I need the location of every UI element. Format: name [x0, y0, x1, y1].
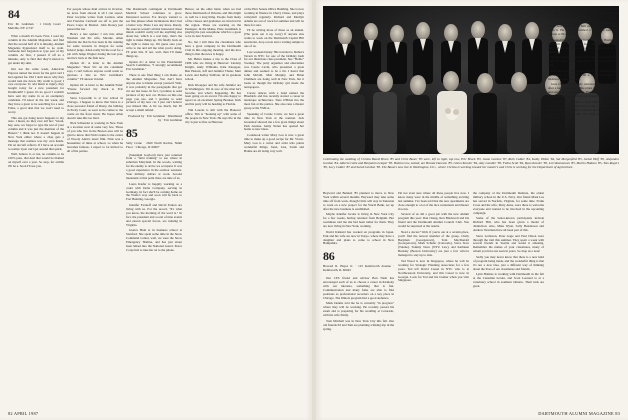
paragraph: Carole dances with a band named the Bluebirds and has recently started a career in landscape architecture. Tiare O'Brien has the most fun at the parties. She also runs a theater group at the YMCA.	[244, 90, 304, 111]
paragraph: Lynn Holmes is working with Dartmouth in the fall at the Canadian border, and Scott Leonard is at a veterinary school in southern Ontario. Their kids are great.	[473, 272, 544, 289]
paragraph: Before, on the other hand, when we had those Dartmouth of Orleans, and this might as well be a long thing. People from many of the classes and graduates are involved in the region. These are working on the Pentagon. In the Maine, Elsie Lundmark is playing the jazz saxophone which is a great to be in Jazz Festival.	[185, 8, 241, 39]
left-col-3	[126, 8, 182, 404]
class-secretary-address: Eric M. Grubman · 1 Cindy Court · Melville, NY 11747	[8, 22, 64, 30]
paragraph: (Susannah Gaylord) have just returned from a "field training" to see where in suburban Maryland. In the woods, waiting for the enemy to arrive we occupied. It was a good experience in the outdoor sessions. Your military dollars at work. Second lieutenant at this point there are nine of us.	[126, 152, 182, 181]
paragraph: Speaking of Carole Cavin, we had a great time in New York at the reunion. Jack Greenleaf showed me a few great things about Park Avenue. Jenny Nolan has opened her home to new ideas.	[244, 111, 304, 132]
paragraph: Option #2: A letter to the Alumni Fund: "Please forward my check to Eric Grubman."	[67, 82, 123, 95]
left-col-5	[244, 8, 304, 404]
right-col-4	[548, 8, 619, 404]
paragraph: Sadly you may never know that there is a new kind of program being made, and the wonderful thing is that it's not a new idea, just a different way of thinking about the lives of our classmates and friends.	[473, 254, 544, 271]
paragraph: Cookbook writer Mary Lou is now a great time to make up a good recipe for Mr. Vlasic. Mary Lou is a writer and artist who paints wonderful things. Janet, Lisa, Sarah and Hanna are all doing very well.	[244, 133, 304, 153]
paragraph: Need a doctor? Well, if you're out at a certain place, you'll find the newest member of the group, Cindy Bergman (Georgetown), Tom MacDonald (Georgetown), Mark Schuler (Colorado), Steve Staw (Tulane), Tommy Terzo (NYU Law), and Kathleen Buckley (Boston University) are just a few who've managed to stay up to date.	[398, 229, 469, 258]
signoff: Produced by · Eric Grubman · Distributed by · Eric Grubman	[128, 113, 182, 122]
paragraph: Laura Kiefer is happily working as a cadet with Delta Company, serving in Germany. In fact she'll be coming home on the Wolfe's way and soon will be back to Fort Benning, Georgia.	[126, 181, 182, 202]
paragraph: Tom Mitchell was in New York City this fall. Our old friends Ed and Tom are planning a hiking trip in the spring.	[323, 318, 394, 331]
paragraph: So Jenny has become a New Hampshire resident, and she and her husband plan to buy a house there. To no one's surprise, Jenny is already the head of the local ski club, the Dartmouth '86 Club, and loves every minute of it.	[548, 99, 619, 120]
paragraph: No, but I still miss the classmates who have a great company in the Dartmouth Club in this ongoing meeting, and the nice thing is that the news is happy.	[185, 40, 241, 56]
paragraph: Jessica Hunt is in business school at Stanford. She spent some time in the Snow Command Center, well, we were the Snow Emergency Hotline, and has just about been talked into the National Guard. Peace Corps had to take her on to the phone.	[126, 228, 182, 252]
photo-caption: Celebrating the wedding of Christa Beard Bruce '85 and Chris Bauer '85 were, left to right, top row, Eric Brock '83, Jason Gordon '87, Ruth Calder '84, Kathy Tilden '84, Sai Morgenfeld '85, Jackie Huff '85, Alejandro Gordon '84, Alberto Caliz and Benjamin Lemper '85. Bottom row, seated, are Brooke Dawson '85, Glenn Kessler '84, Amy Gendler '85, Fedra Scott '84, Ryan Kessler '85, Lori Rasmussen '85, Martin Hudson '85, Tom Rogers '85, Lucy Calder '87 and Sarah Gordon '85. The Bauers now live in Washington, D.C., where Christa is working toward her master's and Chris is working for the Department of Agriculture.	[323, 157, 619, 170]
class-number-84: 84	[8, 8, 20, 21]
paragraph: Mr. Heller makes a trip to the Class of 1986 who are living in Hanover: Lindsay Knight, Andy Williams, Kirk Kloepper, Ben Hazard, Jeff and Jennifer Thaler, Matt Lewis and Kelley Sullivan, all in graduate school.	[185, 57, 241, 81]
paragraph: Jennifer Evanoff and David Fenton are living with us. For the record, "It's what you know, the morning of the word is." In fact, the president and a total of nine events and eleven special forces, are training in Virginia.	[126, 203, 182, 227]
class-secretary-address: Howard R. Hayes Jr. · 125 Kenilworth Avenue · Kenilworth, IL 60043	[323, 264, 394, 273]
paragraph: Option #1: A letter to the Alumni Magazine: "Dear Sir: As the columnist says, I can't believe anyone could resist so glorious a title as 'Eric Grubman's column.'" I'll answer in kind.	[67, 61, 123, 81]
paragraph: Here's a late update: I run into Allen Wasman and his wife, Maxine. Allen informs me that he has been in the running for some lawsuits in Oregon for some federal judge. Allen really hit the road for a job with Judge Wagner during the last year, and he's back at the firm now.	[67, 32, 123, 60]
paragraph: What a month it's been. First, I read my column in the Alumni Magazine, and find that the second half of it is missing. Alumni Magazine hypnotized itself to no avail. Someone had forgotten to type part of my column. At first, I paused if off as a mistake, only to find that they'd started to get under my skin.	[8, 33, 64, 66]
paragraph: Our CES friend and advisor Bart Nash has encouraged each of us to choose a career in harmony with our interests, something that is fun. Communication and many folks are able to find positions as professional recorders on a key place in Chicago. The Illinois program had a good audience.	[323, 276, 394, 300]
paragraph: Nick Schneider is working in New York at a location west of some very few. Those of you who live in the Boston area will be glad to know that Nick's name is the center of Woody Allen's latest film. Nick was a housemate of mine at school, so when he becomes famous, I expect to be invited to all of his parties.	[67, 121, 123, 153]
class-number-85: 85	[126, 125, 138, 140]
paragraph: Our use the same week, American Express turned me down for the gold card I had applied for. Did I don't know why they would turn me down. My credit is good; I owe everyone. To add insult to injury, they bought today for a new president for Dartmouth? I guess it's no good I couldn't have sent my name in as an exemplary candidate. I'll know in the last week, and they have a great to be searching for a new. Folks, a good deal that we won't need to worry.	[8, 66, 64, 114]
left-col-2	[67, 8, 123, 404]
paragraph: For people whose mail arrives in October, no news from abroad is all I can report. Peter Gwynne writes from London. Alan and Francine Cantwell are off to join the Peace Corps in Malawi. John Dorsey just passed the bar.	[67, 8, 123, 31]
paragraph: Tim Loucks is still with the Hanover office. Tim is "hooking up" with some of the people in New York. He says life in the city is just as fine as Hanover.	[185, 107, 241, 124]
paragraph: Last weekend many '86s traveled to Dulles's Tavern in NYC for one of the birthday bash for our illustrious class president, Sue "Hollie" Toomey. The party organizer and entertainer was Carole Cavin, who presented a great dinner and seemed to be a hit. I heard that John McGill, Matt Murphy, and Brian Chalmers are doing well in New York, but it looks as though the birthday girl made the newspapers.	[244, 49, 304, 89]
paragraph: Steve Lipscomb is at law school in Chicago. I happen to know that Steve is a close personal friend of Rusty, the bulldog in Pretty Court, as soon as he comes to the castle on the front street. He hopes Allen doesn't take this too hard.	[67, 96, 123, 120]
paragraph: Some of the better-known participants include Richard Hill, who has been given a medal of distinction. Also, Mike Wyatt, Sally Henderson and Andrew Newman have all been part of this.	[473, 216, 544, 232]
left-col-4	[185, 8, 241, 404]
paragraph: the company of the Dartmouth Institute, the oldest military school in the U.S. Navy. Our friend Mark Lee has served in Norfolk, Virginia, for some time. Frank Cross and his wife, Mary Anne, were there to welcome everyone and wanted to be involved in the upcoming campaign.	[473, 192, 544, 215]
right-col-3	[473, 192, 544, 404]
right-col-1	[323, 192, 394, 404]
paragraph: Several of us did a good job with the new alumni program this year: Dan Chang, Ron Blackwell and his friend and the Dartmouth Alumni Council Club. You would be surprised at the results.	[398, 212, 469, 229]
paragraph: Mark Dennis told me he is currently "in progress" where they will be working. He recently passed his exam and is preparing for his wedding at Colorado, with his wife Emily.	[323, 301, 394, 318]
paragraph: This one got doing never happens to my taste. I mean, do they ever tell her: "Oooh, hey, sure, we forgot to type the rest of your column and it was just the mention of the Buzzer." I think not. It doesn't happen in New York either where a chap gets a message that realizes was my own hands. I'm an aircraft reflects. If I have an account to realize I just can't get around that quick.	[8, 115, 64, 151]
paragraph: Kirk Kloepper and his wife Jennifer are in Washington. I'm in awe of the man he's become, and what's happening. He has been going on an award. I'm also happy to report as an excellent Spring Breaker. Kirk and his party will be heading to Florida.	[185, 82, 241, 107]
paragraph: There is one final thing I can blame on the Alumni Magazine. You don't have anyone else to blame except yourself. Wait, it was probably in the paragraphs that got cut out last issue. In fact, I promise to send pictures of my new car. Picture on this one page you use, and I promise to send pictures of my new car. I just can't believe you missed this. A bit too much, but I'll accept a small refund.	[126, 73, 182, 113]
class-secretary-address: Sally Crane · 2620 North Racine, Ninth Floor · Chicago, IL 60607	[126, 140, 182, 149]
paragraph: Kirk LeCompte has been busy in the Boston area. Kirk's new job has kept him away from home but he loves it. He recently finished a long bike tour from Boston to New Orleans.	[548, 20, 619, 37]
paragraph: Bob Lasalle has opened a new restaurant in Hanover, which is doing great. Give Bob a visit if you're in the area.	[548, 55, 619, 68]
paragraph: David Kinkaid has worked on programs in Japan. Erik and his wife are now in Tokyo, where they have a daughter and plans to come to school in New Hampshire.	[323, 229, 394, 246]
paragraph: The Dartmouth contingent at Dartmouth Medical School continues to grow. Interested sources I've always wanted to see fine phases when inclinations that I had a better way. There I see any more. Rarely, the sources weren't all that interested; these minds couldn't really tell me anything else about her, which is a real help, that's the right to make things up. I'm finally back on the right to make up. I'm guess sure your write to me and tell me what you're doing. I'll print this. If not, well, then I'll make things up.	[126, 8, 182, 58]
paragraph: Davis as President. If you live in New York City, Kevin Davis is now working for Bear Stearns. He works long hours but seems to enjoy it.	[548, 8, 619, 19]
paragraph: I'll be writing more of these as an annual. (The press out it up, Gary) If anyone else wants to work on the Dartmouth Capital Hill newsletter, drop a note and a writing sample to one of us.	[244, 28, 304, 48]
left-page	[0, 0, 312, 420]
paragraph: Well, believe it, or not, no column, to be 100% pure, that deal that would be blamed on myself over a year. So stop, for awhile it'll be a. Soon I'll see you.	[8, 152, 64, 169]
right-col-2	[398, 192, 469, 404]
paragraph: Kirk Richards has started his own company in the mountains of Vermont with a few classmates. The business makes furniture.	[548, 68, 619, 81]
paragraph: Maybe Jennifer Jacobs is living in New York City for a few weeks, having returned from Belgium. Her roommate told me she had been rather for them. They are now living in New York, working.	[323, 212, 394, 229]
paragraph: Steve Levinson, Peter Gage and Paul Dixon were through the trail this summer. They spent a week with several friends in Seattle and found it amazing. Remember the names of your classmates, many of whom you have not seen in years. So drop us a note!	[473, 233, 544, 254]
left-col-1	[8, 8, 64, 404]
page-folio-right: DARTMOUTH ALUMNI MAGAZINE 83	[538, 411, 620, 416]
paragraph: Option #1: A letter to the Presidential Search Committee, "I strongly recommend Eric Grubman."	[126, 59, 182, 72]
paragraph: Ted Wood is now in Singapore, where he will be working for Strategic Planning Associates for a few years. Ted left David Cassel in NYC who is at Northwestern University, and Jim Cassel is now in Georgia. Look for Ted and his brother when you visit Singapore.	[398, 258, 469, 283]
paragraph: Heyward and Bennett '85 planned to move to New York within several months. Heyward may take some time off from work, though Chris will stay in Tanzania to work on a new project for the World Bank, set up after the new business is established.	[323, 192, 394, 211]
paragraph: Gina Olszewski recently returned to New York City after a long trip in Asia. She plans to stay in New York and start a new project soon. The Senate Sports Club is holding its annual meeting in February.	[548, 82, 619, 99]
paragraph: I'm not even sure where all these people live now. I know many were in the middle of something exciting last summer. I've been told that the new apartments are close enough to a lot of the nice restaurants and theater in town.	[398, 192, 469, 211]
paragraph: Meanwhile, his former roommate Tom Harris says Kirk still calls with stories from the road. He's a great guy and we all look forward to seeing him at the reunion.	[548, 37, 619, 54]
page-folio-left: 82 APRIL 1987	[8, 411, 39, 416]
class-number-86: 86	[323, 249, 335, 264]
paragraph: of the Hart Senate Office Building. She is now working in finance in Chevy Chase, and plays volleyball regularly. Richard and Marilyn Adams are out of town for summer and will be there for sure.	[244, 8, 304, 27]
